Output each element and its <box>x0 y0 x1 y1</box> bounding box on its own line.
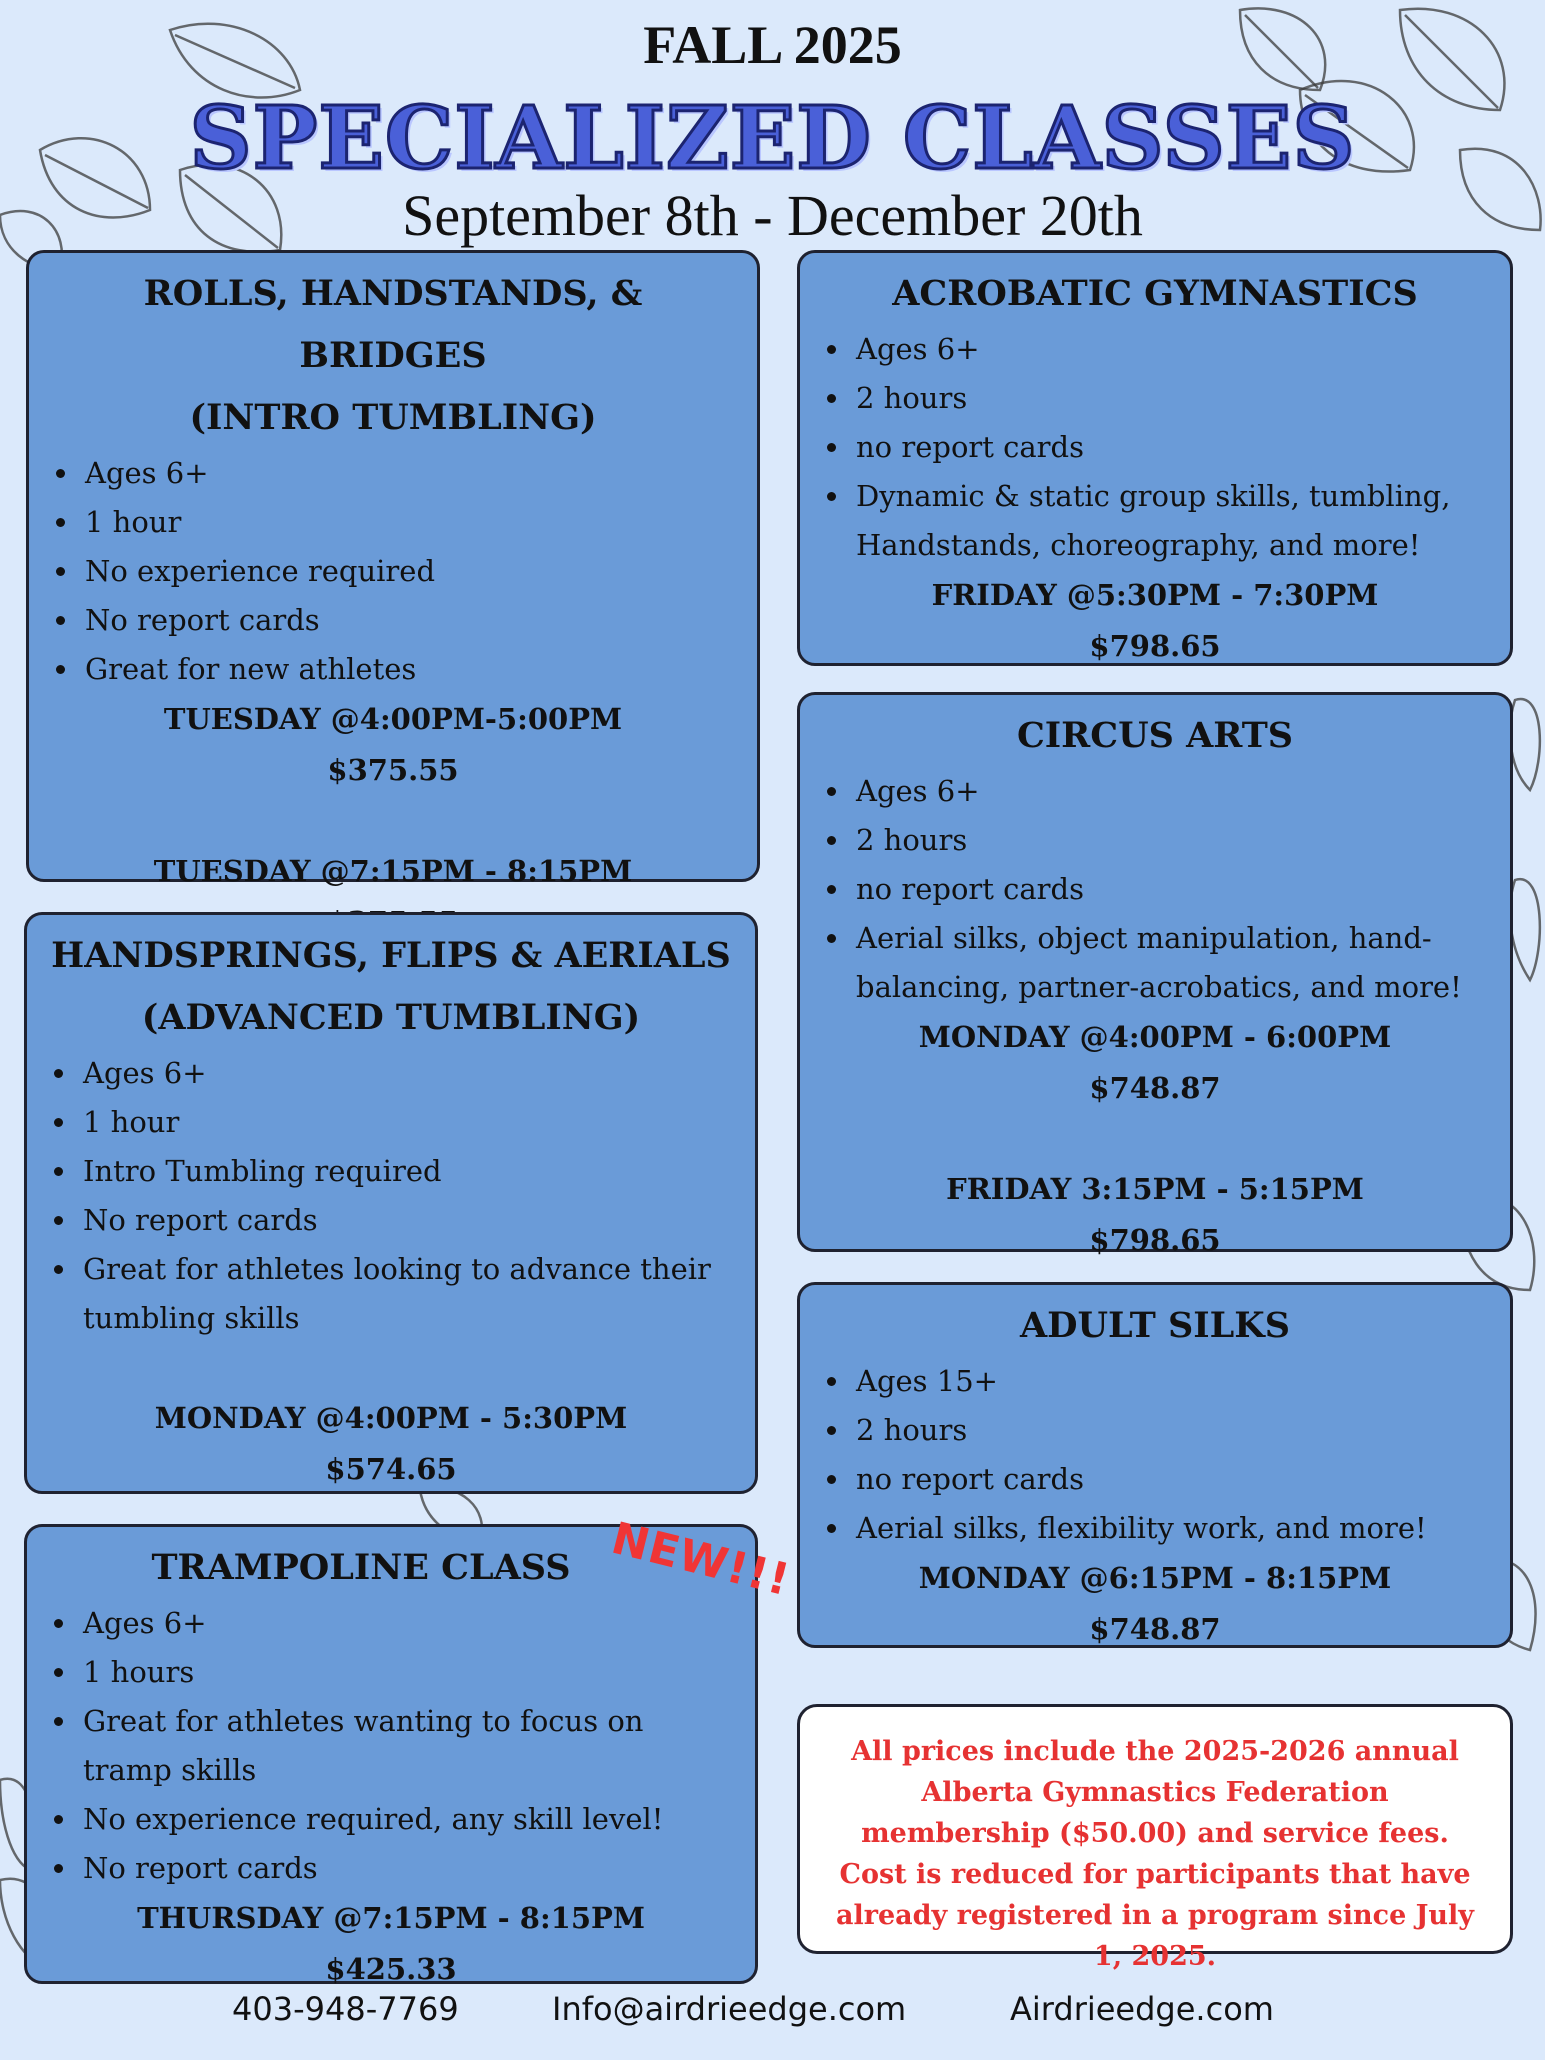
list-item: • no report cards <box>852 865 1488 914</box>
list-item: • No experience required, any skill level! <box>79 1795 733 1844</box>
list-item: • Ages 6+ <box>81 449 735 498</box>
schedule-price: $798.65 <box>1089 629 1221 663</box>
class-card-acrobatic-gymnastics <box>797 250 1513 666</box>
list-item: • Aerial silks, object manipulation, hand-balancing, partner-acrobatics, and more! <box>852 914 1488 1012</box>
class-details-list <box>49 1599 733 1893</box>
list-item: • Ages 6+ <box>852 325 1488 374</box>
schedule-price: $425.33 <box>325 1952 457 1986</box>
list-item: • 1 hours <box>79 1648 733 1697</box>
class-card-circus-arts <box>797 692 1513 1257</box>
schedule-time: TUESDAY @7:15PM - 8:15PM <box>153 854 633 888</box>
class-subtitle: (ADVANCED TUMBLING) <box>141 997 641 1038</box>
list-item: • no report cards <box>852 423 1488 472</box>
list-item: • no report cards <box>852 1455 1488 1504</box>
list-item: • 2 hours <box>852 374 1488 423</box>
list-item: • Ages 6+ <box>852 767 1488 816</box>
schedule-time: TUESDAY @4:00PM-5:00PM <box>163 702 623 736</box>
class-card-adult-silks <box>797 1282 1513 1648</box>
class-card-trampoline <box>24 1524 758 1984</box>
schedule-price: $574.65 <box>325 1452 457 1486</box>
schedule-price: $748.87 <box>1089 1612 1221 1646</box>
list-item: • Great for athletes looking to advance their tumbling skills <box>79 1245 733 1343</box>
footer-phone[interactable]: 403-948-7769 <box>232 1990 459 2028</box>
list-item: • Ages 15+ <box>852 1357 1488 1406</box>
list-item: • No report cards <box>81 596 735 645</box>
schedule-time: MONDAY @6:15PM - 8:15PM <box>918 1561 1392 1595</box>
class-title: ADULT SILKS <box>1020 1305 1290 1346</box>
footer-email[interactable]: Info@airdrieedge.com <box>552 1990 907 2028</box>
class-card-intro-tumbling <box>26 250 760 888</box>
class-subtitle: (INTRO TUMBLING) <box>189 397 597 438</box>
list-item: • Intro Tumbling required <box>79 1147 733 1196</box>
list-item: • No report cards <box>79 1844 733 1893</box>
class-details-list <box>822 325 1488 570</box>
schedule-time: MONDAY @4:00PM - 5:30PM <box>154 1401 628 1435</box>
schedule-time: MONDAY @4:00PM - 6:00PM <box>918 1020 1392 1054</box>
class-title: HANDSPRINGS, FLIPS & AERIALS <box>51 935 731 976</box>
date-range: September 8th - December 20th <box>402 183 1143 248</box>
schedule-price: $798.65 <box>1089 1223 1221 1257</box>
class-title: ACROBATIC GYMNASTICS <box>892 273 1418 314</box>
class-details-list <box>49 1049 733 1343</box>
class-card-advanced-tumbling <box>24 912 758 1494</box>
schedule-time: FRIDAY @5:30PM - 7:30PM <box>931 578 1379 612</box>
pricing-note: All prices include the 2025-2026 annual Alberta Gymnastics Federation membership ($50.00) and service fees. Cost is reduced for participants that have already registered in a program since July 1, 2025. <box>797 1704 1513 1954</box>
list-item: • Ages 6+ <box>79 1049 733 1098</box>
list-item: • No report cards <box>79 1196 733 1245</box>
list-item: • 1 hour <box>81 498 735 547</box>
list-item: • 2 hours <box>852 1406 1488 1455</box>
page-title: SPECIALIZED CLASSES <box>189 88 1356 189</box>
list-item: • 2 hours <box>852 816 1488 865</box>
schedule-time: THURSDAY @7:15PM - 8:15PM <box>137 1901 645 1935</box>
list-item: • 1 hour <box>79 1098 733 1147</box>
season-heading: FALL 2025 <box>643 15 902 75</box>
schedule-price: $748.87 <box>1089 1071 1221 1105</box>
footer-website[interactable]: Airdrieedge.com <box>1010 1990 1274 2028</box>
class-title: TRAMPOLINE CLASS <box>151 1547 571 1588</box>
schedule-price: $375.55 <box>327 753 459 787</box>
class-title: CIRCUS ARTS <box>1016 715 1294 756</box>
class-details-list <box>822 767 1488 1012</box>
list-item: • Great for athletes wanting to focus on tramp skills <box>79 1697 733 1795</box>
list-item: • Great for new athletes <box>81 645 735 694</box>
list-item: • Ages 6+ <box>79 1599 733 1648</box>
list-item: • Dynamic & static group skills, tumbling, Handstands, choreography, and more! <box>852 472 1488 570</box>
list-item: • Aerial silks, flexibility work, and more! <box>852 1504 1488 1553</box>
list-item: • No experience required <box>81 547 735 596</box>
new-badge: NEW!!! <box>606 1512 796 1607</box>
class-details-list <box>51 449 735 694</box>
schedule-time: FRIDAY 3:15PM - 5:15PM <box>946 1172 1364 1206</box>
class-details-list <box>822 1357 1488 1553</box>
class-title: ROLLS, HANDSTANDS, & BRIDGES <box>143 273 643 376</box>
